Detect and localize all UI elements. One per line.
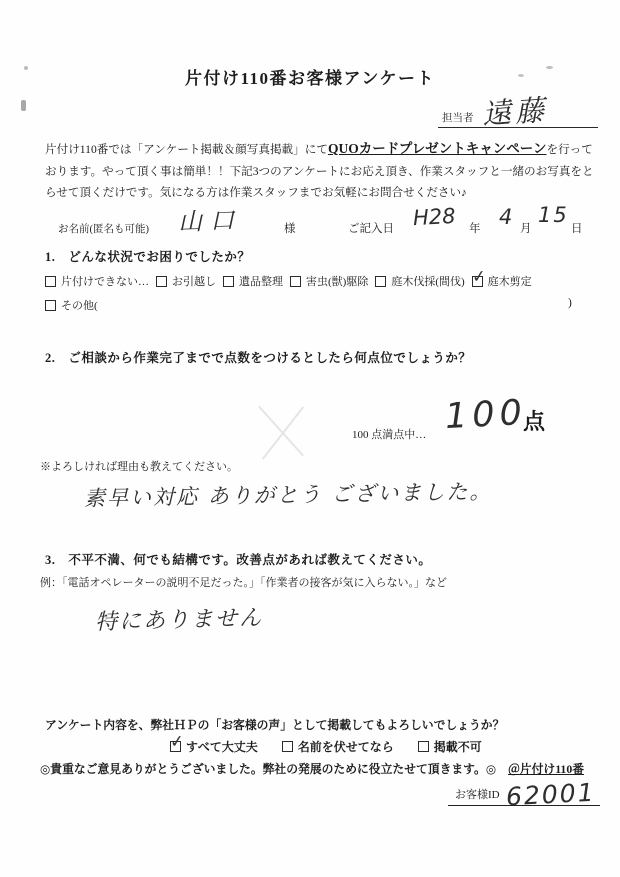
customer-name-handwritten: 山口 xyxy=(177,205,243,237)
publish-option-label: 掲載不可 xyxy=(433,740,482,754)
checkbox[interactable] xyxy=(223,276,234,287)
publish-consent-question: アンケート内容を、弊社ＨＰの「お客様の声」として掲載してもよろしいでしょうか？ xyxy=(45,718,505,732)
checkbox[interactable] xyxy=(290,276,301,287)
q1-option-hikkoshi[interactable] xyxy=(156,273,216,289)
customer-id-label: お客様ID xyxy=(455,789,500,801)
staff-signature-line xyxy=(438,86,598,132)
publish-option-label: 名前を伏せてなら xyxy=(297,740,394,754)
intro-text-after: を行っております。やって頂く事は簡単！！下記3つのアンケートにお応え頂き、作業スタッフと一緒のお写真をとらせて頂くだけです。気になる方は作業スタッフまでお気軽にお問合せください♪ xyxy=(45,143,594,199)
q1-option-label: 遺品整理 xyxy=(239,276,283,288)
month-label: 月 xyxy=(520,223,532,235)
day-label: 日 xyxy=(571,223,583,235)
question-3-example: 例：「電話オペレーターの説明不足だった。」「作業者の接客が気に入らない。」など xyxy=(40,577,447,589)
brand-signature: ＠片付け110番 xyxy=(508,762,585,776)
publish-option-label: すべて大丈夫 xyxy=(186,740,258,754)
customer-id-handwritten: 62001 xyxy=(505,777,597,812)
question-3-heading: 3. 不平不満、何でも結構です。改善点があれば教えてください。 xyxy=(45,553,432,567)
name-label: お名前(匿名も可能) xyxy=(58,224,149,235)
q1-option-label: 庭木剪定 xyxy=(487,276,532,288)
q1-option-katazuke[interactable] xyxy=(45,273,149,289)
q1-other-row xyxy=(45,297,98,313)
q1-option-label: お引越し xyxy=(172,276,216,288)
q1-option-label: 庭木伐採(間伐) xyxy=(391,276,465,288)
publish-option-all-ok[interactable] xyxy=(168,731,258,755)
q1-other-label: その他( xyxy=(61,300,98,312)
month-handwritten: 4 xyxy=(499,205,513,229)
score-scale-label: 100 点満点中… xyxy=(352,429,427,441)
q1-options-row xyxy=(45,265,590,289)
q1-option-label: 片付けできない… xyxy=(61,276,149,288)
thanks-message: ◎貴重なご意見ありがとうございました。弊社の発展のために役立たせて頂きます。◎ xyxy=(40,762,497,776)
honorific-label: 様 xyxy=(284,223,296,235)
q1-option-sentei[interactable] xyxy=(470,265,532,289)
customer-id-line xyxy=(448,776,600,812)
staff-label: 担当者 xyxy=(442,113,474,124)
checkbox[interactable] xyxy=(156,276,167,287)
question-2-heading: 2. ご相談から作業完了までで点数をつけるとしたら何点位でしょうか？ xyxy=(45,351,472,365)
question-3-answer-handwritten: 特にありません xyxy=(94,605,264,636)
checkmark-icon: ✓ xyxy=(470,265,487,288)
q1-option-ihin[interactable] xyxy=(223,273,283,289)
intro-text-before: 片付け110番では「アンケート掲載＆顔写真掲載」にて xyxy=(45,143,328,156)
q1-option-other[interactable] xyxy=(45,297,98,313)
checkbox[interactable] xyxy=(168,731,186,753)
day-handwritten: 15 xyxy=(538,203,569,227)
checkbox[interactable] xyxy=(375,276,386,287)
score-value-handwritten: 100 xyxy=(444,392,528,438)
year-label: 年 xyxy=(469,223,481,235)
publish-option-anonymous[interactable] xyxy=(282,738,394,755)
publish-options-row xyxy=(168,731,482,755)
date-label: ご記入日 xyxy=(348,223,394,235)
q1-other-close-paren: ) xyxy=(568,297,572,309)
checkbox[interactable] xyxy=(282,741,293,752)
publish-option-no-publish[interactable] xyxy=(418,738,482,755)
q1-option-gaichu[interactable] xyxy=(290,273,368,289)
checkbox[interactable] xyxy=(418,741,429,752)
question-1-heading: 1. どんな状況でお困りでしたか？ xyxy=(45,250,251,264)
scan-speck xyxy=(21,100,26,111)
campaign-highlight: QUOカードプレゼントキャンペーン xyxy=(327,141,547,156)
era-year-handwritten: H28 xyxy=(412,203,457,231)
q1-option-bassai[interactable] xyxy=(375,273,464,289)
page-title: 片付け110番お客様アンケート xyxy=(184,69,436,88)
staff-name-handwritten: 遠藤 xyxy=(480,92,550,132)
q1-option-label: 害虫(獣)駆除 xyxy=(306,276,369,288)
reason-prompt: ※よろしければ理由も教えてください。 xyxy=(40,461,238,473)
reason-answer-handwritten: 素早い対応 ありがとう ございました。 xyxy=(83,479,493,511)
score-unit-label: 点 xyxy=(523,409,546,434)
checkbox[interactable] xyxy=(45,300,56,311)
checkbox[interactable] xyxy=(45,276,56,287)
checkmark-icon: ✓ xyxy=(168,731,186,753)
checkbox[interactable] xyxy=(470,265,487,288)
intro-paragraph xyxy=(45,138,602,204)
